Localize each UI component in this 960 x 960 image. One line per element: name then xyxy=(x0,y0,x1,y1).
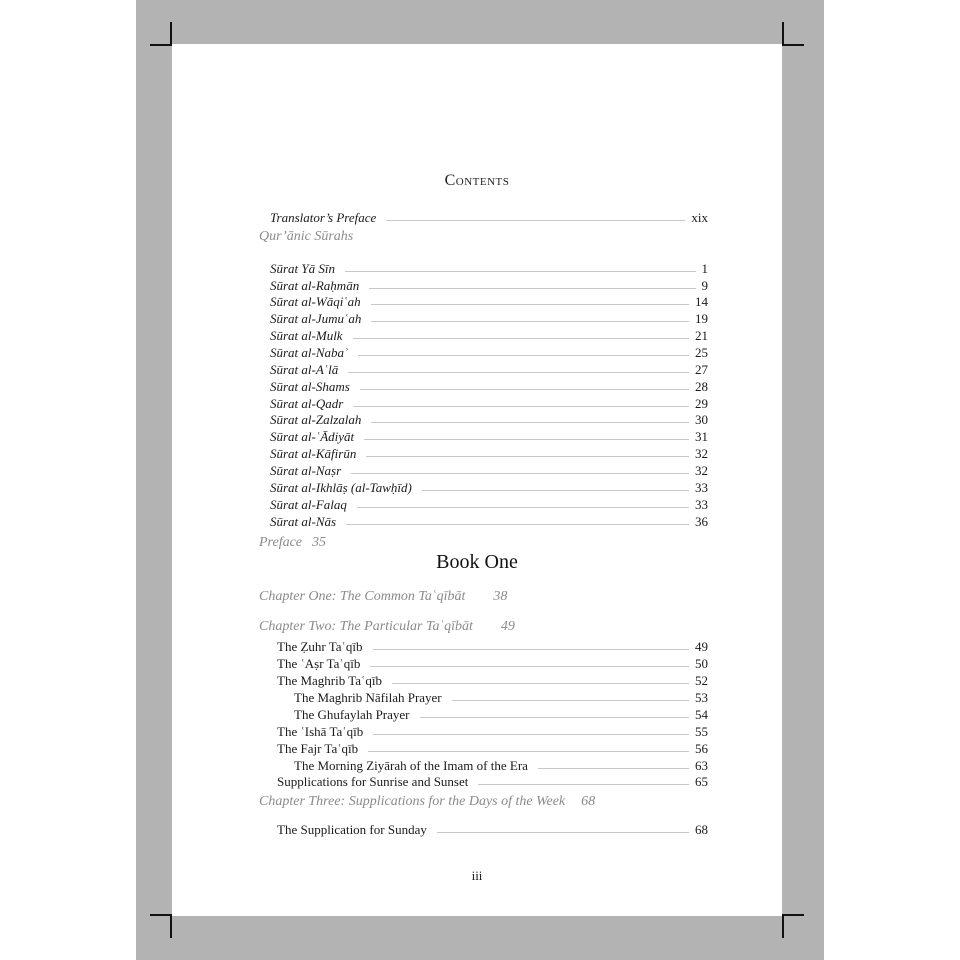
leader-line xyxy=(437,831,689,833)
toc-entry-label: Sūrat Yā Sīn xyxy=(270,261,336,276)
toc-entry-page: 21 xyxy=(695,328,708,343)
toc-entry-label: Sūrat al-ʿĀdiyāt xyxy=(270,429,355,444)
toc-entry-label: Sūrat al-Aʿlā xyxy=(270,362,339,377)
chapter-page: 49 xyxy=(500,619,515,634)
toc-entry-surah[interactable] xyxy=(270,309,708,326)
toc-entry-page: 53 xyxy=(695,690,708,705)
toc-entry-page: 55 xyxy=(695,724,708,739)
toc-entry[interactable] xyxy=(294,756,708,773)
toc-entry-page: 54 xyxy=(695,707,708,722)
toc-entry-page: 19 xyxy=(695,311,708,326)
toc-entry-label: The ʿAṣr Taʿqīb xyxy=(277,656,361,671)
toc-entry-label: Translator’s Preface xyxy=(270,210,377,225)
leader-line xyxy=(371,303,689,305)
toc-entry-label: Sūrat al-Nabaʾ xyxy=(270,345,349,360)
toc-entry-page: xix xyxy=(691,210,708,225)
toc-entry-label: The ʿIshā Taʿqīb xyxy=(277,724,364,739)
toc-entry-surah[interactable] xyxy=(270,259,708,276)
toc-entry-page: 32 xyxy=(695,446,708,461)
toc-entry-surah[interactable] xyxy=(270,343,708,360)
toc-entry-surah[interactable] xyxy=(270,360,708,377)
leader-line xyxy=(386,219,685,221)
leader-line xyxy=(373,648,690,650)
leader-line xyxy=(371,320,689,322)
toc-entry-label: Sūrat al-Nās xyxy=(270,514,337,529)
page-title: Contents xyxy=(444,172,510,189)
toc-entry-surah[interactable] xyxy=(270,394,708,411)
crop-mark-bottom-right-v xyxy=(782,914,784,938)
page-frame-top xyxy=(136,0,824,44)
toc-entry-page: 14 xyxy=(695,294,708,309)
toc-entry-label: The Supplication for Sunday xyxy=(277,822,427,837)
crop-mark-bottom-left-h xyxy=(150,914,172,916)
toc-entry-surah[interactable] xyxy=(270,427,708,444)
toc-entry-label: Sūrat al-Zalzalah xyxy=(270,412,362,427)
toc-entry-page: 33 xyxy=(695,480,708,495)
toc-entry-label: Sūrat al-Qadr xyxy=(270,396,344,411)
chapter-heading-one[interactable] xyxy=(259,589,507,605)
leader-line xyxy=(357,506,689,508)
book-title: Book One xyxy=(436,551,518,573)
toc-entry-preface[interactable] xyxy=(259,535,326,551)
crop-mark-bottom-left-v xyxy=(170,914,172,938)
toc-entry[interactable] xyxy=(294,705,708,722)
chapter-heading-three[interactable] xyxy=(259,794,595,810)
toc-entry[interactable] xyxy=(277,722,708,739)
toc-entry-surah[interactable] xyxy=(270,276,708,293)
chapter-label: Chapter Two: The Particular Taʿqībāt xyxy=(259,619,473,634)
toc-entry-label: Sūrat al-Wāqiʿah xyxy=(270,294,361,309)
toc-entry-surah[interactable] xyxy=(270,512,708,529)
toc-entry-page: 9 xyxy=(701,278,708,293)
chapter-page: 68 xyxy=(581,794,596,809)
page-frame-right xyxy=(782,0,824,960)
leader-line xyxy=(420,716,689,718)
toc-entry-page: 33 xyxy=(695,497,708,512)
page-frame-left xyxy=(136,0,172,960)
toc-entry-label: The Morning Ziyārah of the Imam of the Era xyxy=(294,758,528,773)
toc-entry-label: The Maghrib Nāfilah Prayer xyxy=(294,690,442,705)
leader-line xyxy=(348,371,689,373)
chapter-label: Chapter Three: Supplications for the Days of the Week xyxy=(259,794,566,809)
crop-mark-top-left-h xyxy=(150,44,172,46)
toc-entry-page: 68 xyxy=(695,822,708,837)
toc-entry-surah[interactable] xyxy=(270,410,708,427)
toc-entry-label: The Maghrib Taʿqīb xyxy=(277,673,382,688)
crop-mark-bottom-right-h xyxy=(782,914,804,916)
toc-entry-label: Sūrat al-Raḥmān xyxy=(270,278,360,293)
leader-line xyxy=(368,750,689,752)
toc-entry-label: Sūrat al-Falaq xyxy=(270,497,347,512)
toc-entry-page: 50 xyxy=(695,656,708,671)
toc-entry-page: 28 xyxy=(695,379,708,394)
leader-line xyxy=(478,783,689,785)
toc-entry-page: 30 xyxy=(695,412,708,427)
leader-line xyxy=(353,405,689,407)
section-heading-quranic-surahs: Qur’ānic Sūrahs xyxy=(259,229,354,244)
toc-entry-label: Sūrat al-Ikhlāṣ (al-Tawḥīd) xyxy=(270,480,412,495)
leader-line xyxy=(351,472,689,474)
page-number: iii xyxy=(471,868,483,883)
leader-line xyxy=(346,523,689,525)
toc-entry-label: Sūrat al-Jumuʿah xyxy=(270,311,362,326)
toc-entry-label: Sūrat al-Kāfirūn xyxy=(270,446,357,461)
leader-line xyxy=(369,287,695,289)
leader-line xyxy=(371,421,689,423)
toc-entry-label: The Fajr Taʿqīb xyxy=(277,741,359,756)
toc-entry-page: 35 xyxy=(312,535,327,550)
toc-entry-page: 63 xyxy=(695,758,708,773)
toc-entry-page: 65 xyxy=(695,774,708,789)
leader-line xyxy=(360,388,689,390)
chapter-label: Chapter One: The Common Taʿqībāt xyxy=(259,589,466,604)
leader-line xyxy=(366,455,689,457)
crop-mark-top-right-v xyxy=(782,22,784,46)
toc-entry[interactable] xyxy=(277,637,708,654)
toc-entry-translators-preface[interactable] xyxy=(270,208,708,225)
toc-entry-surah[interactable] xyxy=(270,444,708,461)
toc-entry-page: 56 xyxy=(695,741,708,756)
leader-line xyxy=(370,665,689,667)
toc-entry-page: 52 xyxy=(695,673,708,688)
leader-line xyxy=(373,733,689,735)
leader-line xyxy=(452,699,689,701)
chapter-page: 38 xyxy=(493,589,508,604)
toc-entry[interactable] xyxy=(277,654,708,671)
leader-line xyxy=(353,337,689,339)
chapter-heading-two[interactable] xyxy=(259,619,515,635)
toc-entry[interactable] xyxy=(277,772,708,789)
toc-entry[interactable] xyxy=(277,671,708,688)
toc-entry-surah[interactable] xyxy=(270,292,708,309)
crop-mark-top-right-h xyxy=(782,44,804,46)
toc-entry-page: 31 xyxy=(695,429,708,444)
toc-entry-page: 36 xyxy=(695,514,708,529)
toc-entry-page: 27 xyxy=(695,362,708,377)
toc-entry-label: The Ẓuhr Taʿqīb xyxy=(277,639,363,654)
page-frame-bottom xyxy=(136,916,824,960)
leader-line xyxy=(538,767,689,769)
toc-entry[interactable] xyxy=(277,739,708,756)
toc-entry-label: The Ghufaylah Prayer xyxy=(294,707,410,722)
toc-entry-label: Sūrat al-Mulk xyxy=(270,328,343,343)
toc-entry-page: 32 xyxy=(695,463,708,478)
toc-entry-page: 25 xyxy=(695,345,708,360)
toc-entry-page: 1 xyxy=(701,261,708,276)
leader-line xyxy=(392,682,689,684)
toc-entry-surah[interactable] xyxy=(270,377,708,394)
crop-mark-top-left-v xyxy=(170,22,172,46)
toc-entry-surah[interactable] xyxy=(270,495,708,512)
toc-entry-surah[interactable] xyxy=(270,326,708,343)
toc-entry-label: Sūrat al-Naṣr xyxy=(270,463,342,478)
leader-line xyxy=(345,270,695,272)
toc-entry-surah[interactable] xyxy=(270,461,708,478)
leader-line xyxy=(364,438,689,440)
toc-entry-label: Supplications for Sunrise and Sunset xyxy=(277,774,469,789)
toc-entry-label: Preface xyxy=(259,535,303,550)
toc-entry[interactable] xyxy=(294,688,708,705)
toc-entry[interactable] xyxy=(277,820,708,837)
leader-line xyxy=(422,489,689,491)
toc-entry-page: 49 xyxy=(695,639,708,654)
leader-line xyxy=(358,354,689,356)
toc-entry-page: 29 xyxy=(695,396,708,411)
toc-entry-surah[interactable] xyxy=(270,478,708,495)
toc-entry-label: Sūrat al-Shams xyxy=(270,379,350,394)
